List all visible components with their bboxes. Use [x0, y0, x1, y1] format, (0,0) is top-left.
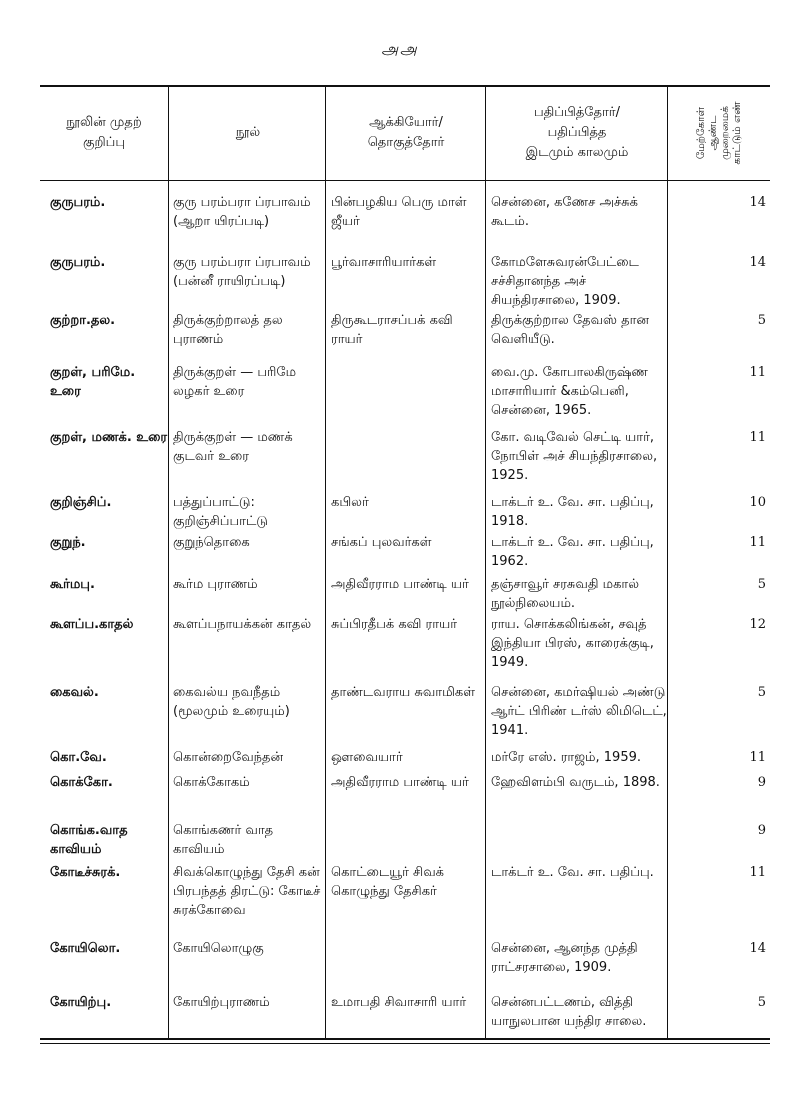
- row-abbreviation: குருபரம்.: [50, 255, 106, 270]
- row-abbreviation: குற்றா.தல.: [50, 313, 116, 328]
- row-abbreviation: குறள், மணக். உரை: [50, 430, 168, 445]
- row-abbreviation: குறிஞ்சிப்.: [50, 495, 112, 510]
- row-reference-number: 12: [749, 617, 766, 632]
- row-title: கொங்கணர் வாத காவியம்: [173, 823, 274, 857]
- column-divider: [485, 86, 486, 1038]
- row-title: திருக்குறள் — பரிமே லழகர் உரை: [173, 365, 297, 399]
- header-abbreviation-label: நூலின் முதற் குறிப்பு: [66, 115, 142, 150]
- row-author: அதிவீரராம பாண்டி யர்: [331, 775, 469, 790]
- row-title: திருக்குறள் — மணக் குடவர் உரை: [173, 430, 293, 464]
- row-reference-number: 14: [749, 255, 766, 270]
- row-abbreviation: குறள், பரிமே. உரை: [50, 365, 136, 399]
- row-author: தாண்டவராய சுவாமிகள்: [331, 685, 475, 700]
- header-title: [170, 88, 326, 178]
- row-title: கூளப்பநாயக்கன் காதல்: [173, 617, 312, 632]
- header-abbreviation: [40, 88, 168, 178]
- row-title: கொன்றைவேந்தன்: [173, 750, 284, 765]
- row-abbreviation: குறுந்.: [50, 535, 86, 550]
- header-rule: [40, 180, 770, 181]
- row-reference-number: 11: [749, 535, 766, 550]
- row-author: திருகூடராசப்பக் கவி ராயர்: [331, 313, 453, 347]
- row-abbreviation: கூளப்ப.காதல்: [50, 617, 134, 632]
- row-abbreviation: கூர்மபு.: [50, 577, 95, 592]
- header-title-label: நூல்: [235, 125, 261, 140]
- row-title: குறுந்தொகை: [173, 535, 250, 550]
- row-publisher: டாக்டர் உ. வே. சா. பதிப்பு.: [491, 865, 654, 880]
- row-publisher: சென்னபட்டணம், வித்தி யாநுலபான யந்திர சாலை.: [491, 995, 647, 1029]
- header-reference: [669, 88, 769, 178]
- row-title: கோயிற்புராணம்: [173, 995, 270, 1010]
- row-abbreviation: கொங்க.வாத காவியம்: [50, 823, 128, 857]
- table-bottom-rule-thin: [40, 1043, 770, 1044]
- row-abbreviation: கொ.வே.: [50, 750, 107, 765]
- row-abbreviation: கோடீச்சுரக்.: [50, 865, 121, 880]
- row-title: சிவக்கொழுந்து தேசி கன் பிரபந்தத் திரட்டு: கோடீச் சுரக்கோவை: [173, 865, 321, 918]
- row-abbreviation: குருபரம்.: [50, 195, 106, 210]
- row-reference-number: 10: [749, 495, 766, 510]
- row-reference-number: 5: [757, 313, 766, 328]
- row-publisher: திருக்குற்றால தேவஸ் தான வெளியீடு.: [491, 313, 650, 347]
- row-author: உமாபதி சிவாசாரி யார்: [331, 995, 467, 1010]
- row-publisher: டாக்டர் உ. வே. சா. பதிப்பு, 1962.: [491, 535, 654, 569]
- row-reference-number: 11: [749, 365, 766, 380]
- row-reference-number: 9: [757, 775, 766, 790]
- row-publisher: ராய. சொக்கலிங்கன், சவுத் இந்தியா பிரஸ், காரைக்குடி, 1949.: [491, 617, 654, 670]
- row-publisher: சென்னை, ஆனந்த முத்தி ராட்சரசாலை, 1909.: [491, 941, 638, 975]
- row-publisher: வை.மு. கோபாலகிருஷ்ண மாசாரியார் &கம்பெனி, சென்னை, 1965.: [491, 365, 648, 418]
- row-title: திருக்குற்றாலத் தல புராணம்: [173, 313, 283, 347]
- row-title: குரு பரம்பரா ப்ரபாவம் (பன்னீ ராயிரப்படி): [173, 255, 311, 289]
- row-reference-number: 11: [749, 750, 766, 765]
- row-author: அதிவீரராம பாண்டி யர்: [331, 577, 469, 592]
- row-reference-number: 11: [749, 430, 766, 445]
- column-divider: [168, 86, 169, 1038]
- row-publisher: சென்னை, கமர்ஷியல் அண்டு ஆர்ட் பிரிண் டர்ஸ் லிமிடெட், 1941.: [491, 685, 667, 738]
- row-author: பூர்வாசாரியார்கள்: [331, 255, 437, 270]
- row-title: கொக்கோகம்: [173, 775, 250, 790]
- row-reference-number: 14: [749, 195, 766, 210]
- header-author: [327, 88, 485, 178]
- row-title: பத்துப்பாட்டு: குறிஞ்சிப்பாட்டு: [173, 495, 268, 529]
- row-author: கபிலர்: [331, 495, 369, 510]
- row-title: கைவல்ய நவநீதம் (மூலமும் உரையும்): [173, 685, 290, 719]
- row-publisher: தஞ்சாவூர் சரசுவதி மகால் நூல்நிலையம்.: [491, 577, 639, 611]
- row-author: பின்பழகிய பெரு மாள் ஜீயர்: [331, 195, 467, 229]
- column-divider: [325, 86, 326, 1038]
- table-bottom-rule: [40, 1038, 770, 1040]
- row-abbreviation: கைவல்.: [50, 685, 99, 700]
- row-reference-number: 5: [757, 577, 766, 592]
- row-reference-number: 5: [757, 995, 766, 1010]
- page-number: அஅ: [381, 40, 419, 58]
- row-publisher: கோ. வடிவேல் செட்டி யார், நோபிள் அச் சியந்திரசாலை, 1925.: [491, 430, 658, 483]
- row-reference-number: 14: [749, 941, 766, 956]
- row-abbreviation: கோயிற்பு.: [50, 995, 112, 1010]
- table-top-rule: [40, 85, 770, 87]
- header-publisher-label: பதிப்பித்தோர்/ பதிப்பித்த இடமும் காலமும்: [525, 105, 629, 160]
- row-reference-number: 5: [757, 685, 766, 700]
- row-author: கொட்டையூர் சிவக் கொழுந்து தேசிகர்: [331, 865, 444, 899]
- header-publisher: [487, 88, 667, 178]
- header-reference-label: மேற்கோள் ஆண்ட முறைமைக் காட்டும் எண்: [695, 101, 743, 165]
- row-publisher: மர்ரே எஸ். ராஜம், 1959.: [491, 750, 641, 765]
- row-author: சுப்பிரதீபக் கவி ராயர்: [331, 617, 458, 632]
- row-abbreviation: கோயிலொ.: [50, 941, 121, 956]
- row-publisher: கோமளேசுவரன்பேட்டை சச்சிதானந்த அச் சியந்திரசாலை, 1909.: [491, 255, 639, 308]
- row-publisher: ஹேவிளம்பி வருடம், 1898.: [491, 775, 660, 790]
- row-publisher: சென்னை, கணேச அச்சுக் கூடம்.: [491, 195, 638, 229]
- row-author: ஔவையார்: [331, 750, 403, 765]
- row-title: கூர்ம புராணம்: [173, 577, 258, 592]
- header-author-label: ஆக்கியோர்/ தொகுத்தோர்: [367, 115, 445, 150]
- row-title: குரு பரம்பரா ப்ரபாவம் (ஆறா யிரப்படி): [173, 195, 311, 229]
- row-title: கோயிலொழுகு: [173, 941, 264, 956]
- row-reference-number: 11: [749, 865, 766, 880]
- row-abbreviation: கொக்கோ.: [50, 775, 113, 790]
- row-author: சங்கப் புலவர்கள்: [331, 535, 432, 550]
- row-publisher: டாக்டர் உ. வே. சா. பதிப்பு, 1918.: [491, 495, 654, 529]
- row-reference-number: 9: [757, 823, 766, 838]
